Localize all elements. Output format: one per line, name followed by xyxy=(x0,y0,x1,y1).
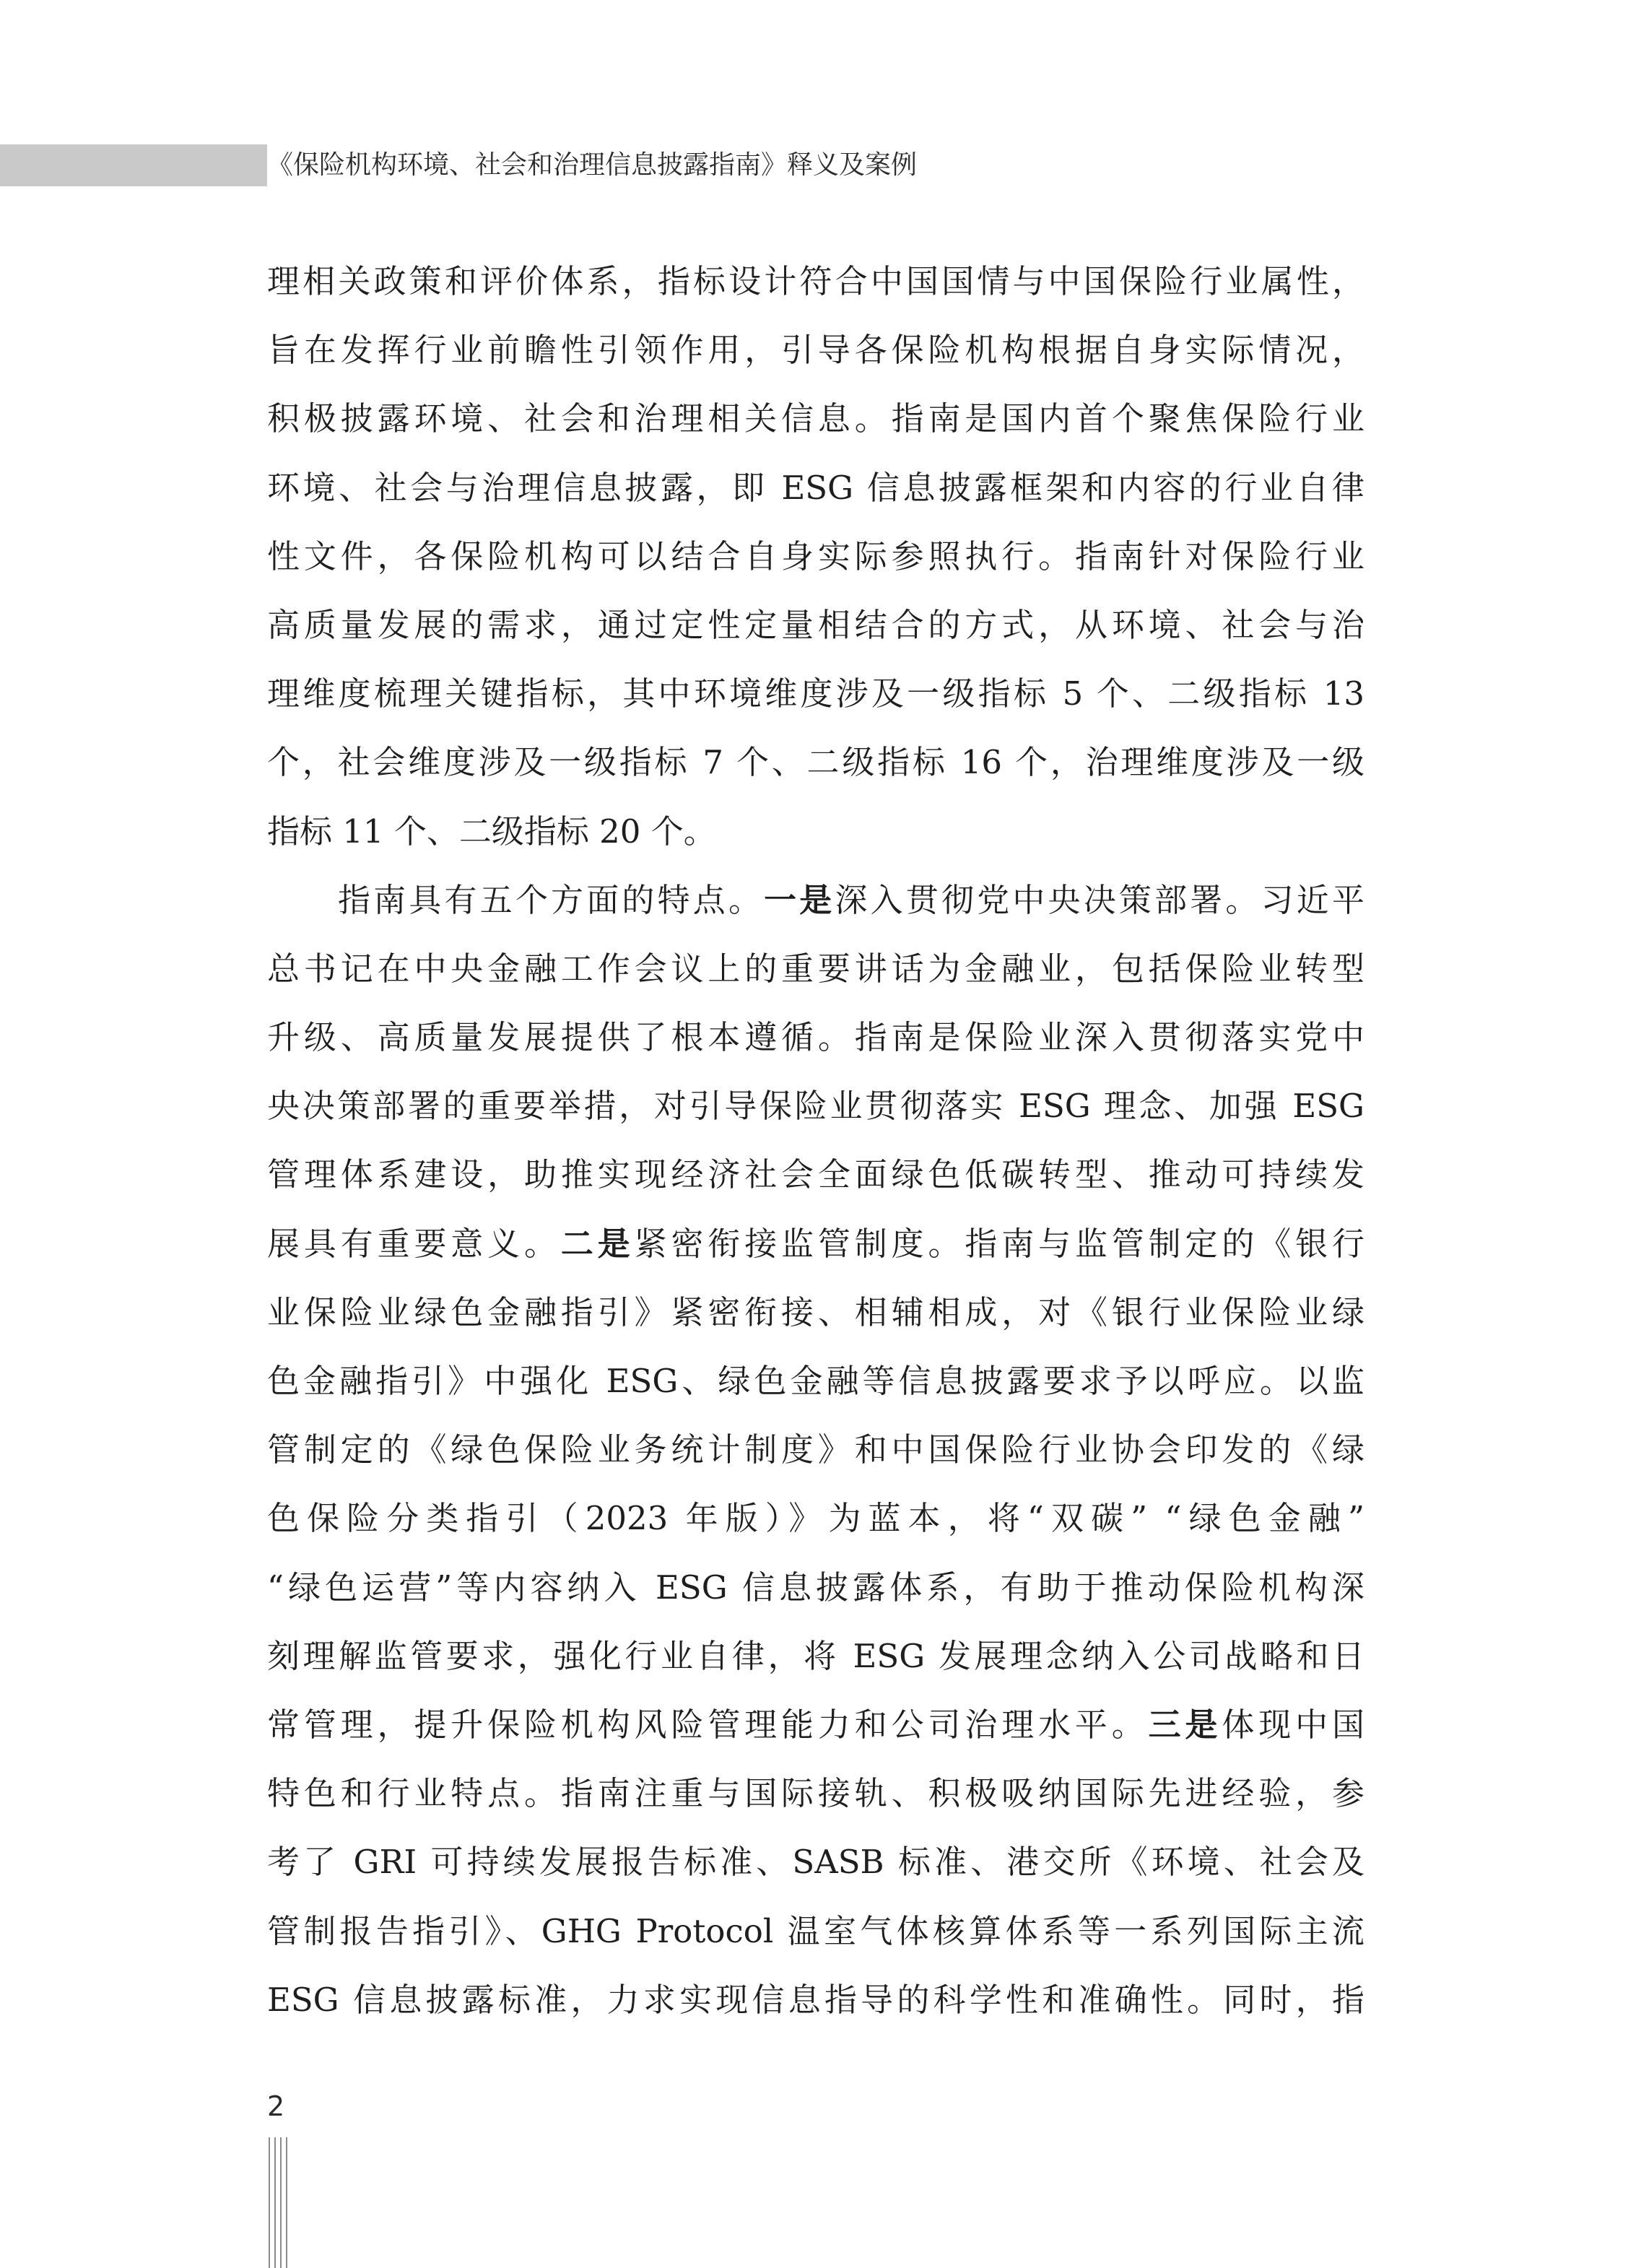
margin-rule-lines xyxy=(269,2137,297,2268)
text-run: 体现中国 xyxy=(1222,1705,1364,1744)
text-line: 色保险分类指引（2023 年版）》为蓝本，将“双碳” “绿色金融” xyxy=(267,1499,1364,1538)
rule-line xyxy=(280,2137,282,2268)
text-line: 管制报告指引》、GHG Protocol 温室气体核算体系等一系列国际主流 xyxy=(267,1911,1364,1950)
text-line: 旨在发挥行业前瞻性引领作用，引导各保险机构根据自身实际情况， xyxy=(267,331,1364,370)
text-line xyxy=(267,1690,1364,1759)
text-line: 考了 GRI 可持续发展报告标准、SASB 标准、港交所《环境、社会及 xyxy=(267,1843,1364,1882)
bold-marker: 三是 xyxy=(1148,1705,1222,1744)
text-line: 性文件，各保险机构可以结合自身实际参照执行。指南针对保险行业 xyxy=(267,536,1364,575)
running-header-title: 《保险机构环境、社会和治理信息披露指南》释义及案例 xyxy=(267,150,918,180)
body-text xyxy=(267,247,1364,2034)
rule-line xyxy=(269,2137,270,2268)
page-number: 2 xyxy=(267,2090,285,2122)
bold-marker: 二是 xyxy=(560,1224,635,1263)
text-line: 业保险业绿色金融指引》紧密衔接、相辅相成，对《银行业保险业绿 xyxy=(267,1292,1364,1331)
text-run: 指南具有五个方面的特点。 xyxy=(338,880,765,919)
text-line: 指标 11 个、二级指标 20 个。 xyxy=(267,812,716,851)
text-line: 积极披露环境、社会和治理相关信息。指南是国内首个聚焦保险行业 xyxy=(267,399,1364,438)
header-band xyxy=(0,144,267,186)
text-line: 管制定的《绿色保险业务统计制度》和中国保险行业协会印发的《绿 xyxy=(267,1430,1364,1469)
text-run: 展具有重要意义。 xyxy=(267,1224,561,1263)
text-line: 个，社会维度涉及一级指标 7 个、二级指标 16 个，治理维度涉及一级 xyxy=(267,743,1364,782)
text-line: 色金融指引》中强化 ESG、绿色金融等信息披露要求予以呼应。以监 xyxy=(267,1362,1364,1400)
text-line: 环境、社会与治理信息披露，即 ESG 信息披露框架和内容的行业自律 xyxy=(267,468,1364,507)
rule-line xyxy=(274,2137,276,2268)
text-line: 总书记在中央金融工作会议上的重要讲话为金融业，包括保险业转型 xyxy=(267,949,1364,988)
paragraph-2 xyxy=(267,866,1364,2034)
text-line: 理相关政策和评价体系，指标设计符合中国国情与中国保险行业属性， xyxy=(267,262,1364,300)
bold-marker: 一是 xyxy=(764,880,835,919)
text-line xyxy=(267,1209,1364,1278)
rule-line xyxy=(286,2137,287,2268)
text-run: 紧密衔接监管制度。指南与监管制定的《银行 xyxy=(634,1224,1364,1263)
text-line: “绿色运营”等内容纳入 ESG 信息披露体系，有助于推动保险机构深 xyxy=(267,1568,1364,1607)
text-line: 特色和行业特点。指南注重与国际接轨、积极吸纳国际先进经验，参 xyxy=(267,1774,1364,1813)
text-line: 管理体系建设，助推实现经济社会全面绿色低碳转型、推动可持续发 xyxy=(267,1155,1364,1194)
text-line: 高质量发展的需求，通过定性定量相结合的方式，从环境、社会与治 xyxy=(267,605,1364,644)
text-line xyxy=(267,866,1364,934)
text-run: 常管理，提升保险机构风险管理能力和公司治理水平。 xyxy=(267,1705,1149,1744)
text-line: 央决策部署的重要举措，对引导保险业贯彻落实 ESG 理念、加强 ESG xyxy=(267,1087,1364,1126)
text-run: 深入贯彻党中央决策部署。习近平 xyxy=(835,880,1364,919)
text-line: 刻理解监管要求，强化行业自律，将 ESG 发展理念纳入公司战略和日 xyxy=(267,1636,1364,1675)
text-line: 理维度梳理关键指标，其中环境维度涉及一级指标 5 个、二级指标 13 xyxy=(267,674,1364,713)
text-line: ESG 信息披露标准，力求实现信息指导的科学性和准确性。同时，指 xyxy=(267,1980,1364,2019)
paragraph-1 xyxy=(267,247,1364,866)
text-line: 升级、高质量发展提供了根本遵循。指南是保险业深入贯彻落实党中 xyxy=(267,1018,1364,1057)
